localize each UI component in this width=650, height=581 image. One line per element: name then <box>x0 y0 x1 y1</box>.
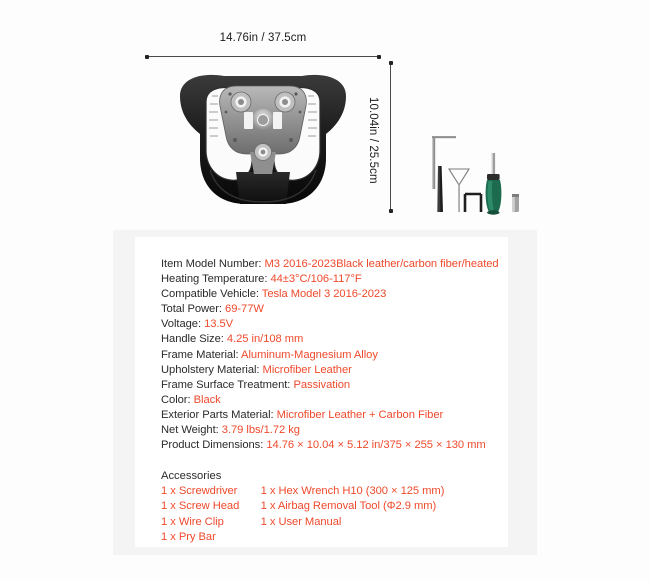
spec-row <box>161 408 482 423</box>
spec-row <box>161 348 482 363</box>
specification-list <box>161 257 499 453</box>
spec-row <box>161 393 482 408</box>
width-dimension-label: 14.76in / 37.5cm <box>219 32 307 44</box>
spec-label: Exterior Parts Material: <box>161 408 274 421</box>
screw-head-icon <box>512 194 519 212</box>
spec-value: Passivation <box>293 378 351 391</box>
spec-value: 44±3°C/106-117°F <box>270 273 362 286</box>
accessory-item: 1 x Screw Head <box>161 500 240 513</box>
spec-value: Microfiber Leather <box>262 363 352 376</box>
steering-wheel-image <box>140 62 386 212</box>
spec-label: Handle Size: <box>161 333 224 346</box>
accessories-columns <box>161 484 482 544</box>
spec-value: Aluminum-Magnesium Alloy <box>241 348 378 361</box>
spec-row <box>161 302 482 317</box>
spec-value: 3.79 lbs/1.72 kg <box>221 424 300 437</box>
height-dimension-line <box>390 62 391 212</box>
spec-row <box>161 378 482 393</box>
spec-value: Microfiber Leather + Carbon Fiber <box>276 408 444 421</box>
spec-label: Product Dimensions: <box>161 439 264 452</box>
accessory-tools-image <box>425 136 540 221</box>
specification-card <box>135 237 508 547</box>
accessory-item: 1 x Pry Bar <box>161 530 216 543</box>
screwdriver-icon <box>486 153 502 215</box>
accessories-column-right <box>261 484 482 544</box>
spec-row <box>161 363 482 378</box>
spec-label: Upholstery Material: <box>161 363 260 376</box>
accessories-column-left <box>161 484 261 544</box>
spec-label: Frame Surface Treatment: <box>161 378 291 391</box>
spec-label: Total Power: <box>161 303 222 316</box>
accessory-item: 1 x Hex Wrench H10 (300 × 125 mm) <box>260 485 445 498</box>
spec-value: Black <box>193 393 221 406</box>
spec-label: Item Model Number: <box>161 258 262 270</box>
spec-value: Tesla Model 3 2016-2023 <box>261 288 387 301</box>
spec-label: Frame Material: <box>161 348 239 361</box>
spec-label: Heating Temperature: <box>161 273 268 286</box>
spec-value: 13.5V <box>204 318 234 331</box>
wire-clip-icon <box>465 194 481 212</box>
spec-value: 69-77W <box>225 303 264 316</box>
spec-label: Compatible Vehicle: <box>161 288 259 301</box>
accessories-title: Accessories <box>161 470 222 483</box>
spec-label: Net Weight: <box>161 424 219 437</box>
spec-label: Color: <box>161 393 191 406</box>
spec-row <box>161 272 482 287</box>
spec-value: 4.25 in/108 mm <box>226 333 304 346</box>
spec-value: 14.76 × 10.04 × 5.12 in/375 × 255 × 130 mm <box>266 439 486 452</box>
spec-label: Voltage: <box>161 318 202 331</box>
height-dimension-label: 10.04in / 25.5cm <box>367 97 379 184</box>
accessory-item: 1 x User Manual <box>260 515 342 528</box>
spec-row <box>161 423 482 438</box>
spec-row <box>161 438 486 453</box>
spec-value: M3 2016-2023Black leather/carbon fiber/heated <box>264 258 499 270</box>
hex-wrench-icon <box>432 136 456 189</box>
product-illustration-area <box>0 0 650 237</box>
spec-row <box>161 257 499 272</box>
width-dimension-line <box>146 56 380 57</box>
spec-row <box>161 332 482 347</box>
pry-bar-icon <box>437 166 443 212</box>
accessory-item: 1 x Screwdriver <box>161 485 238 498</box>
spec-row <box>161 317 482 332</box>
spec-row <box>161 287 482 302</box>
accessory-item: 1 x Wire Clip <box>161 515 224 528</box>
accessory-item: 1 x Airbag Removal Tool (Φ2.9 mm) <box>260 500 437 513</box>
